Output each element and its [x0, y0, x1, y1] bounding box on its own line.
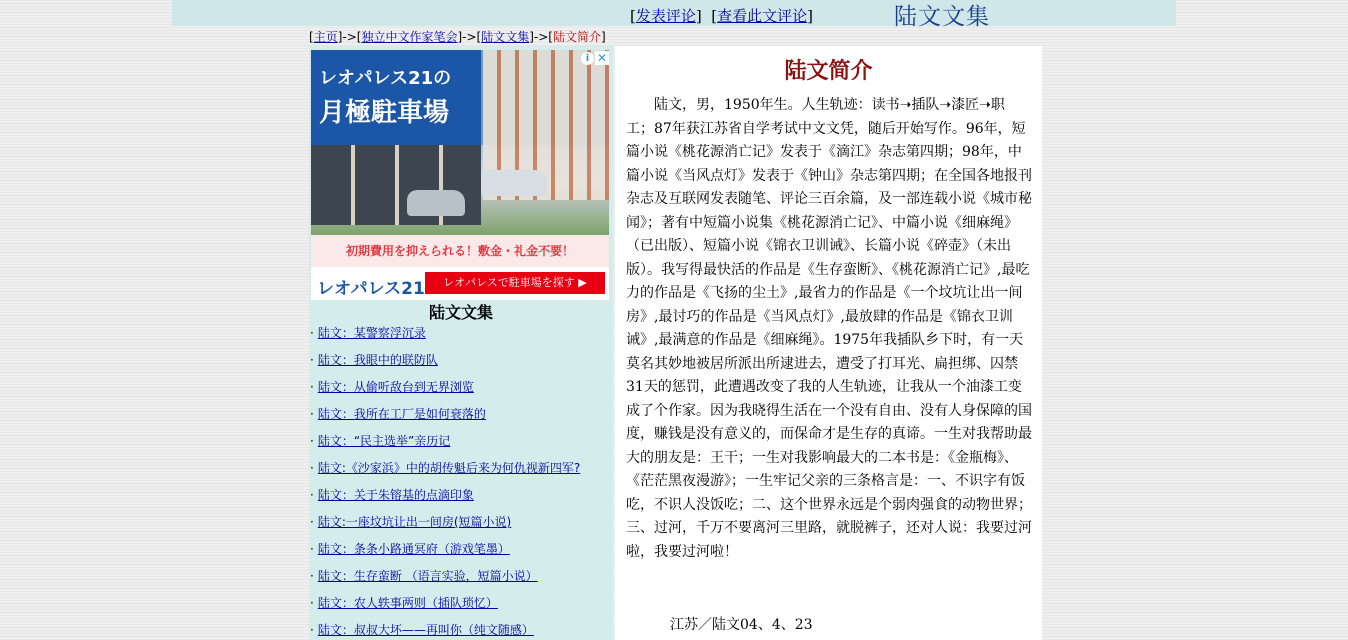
- list-item: [310, 351, 606, 369]
- ad-headline-line1: レオパレス21の: [319, 68, 452, 89]
- ad-car-image: [407, 190, 465, 216]
- breadcrumb: [主页]->[独立中文作家笔会]->[陆文文集]->[陆文简介]: [309, 30, 606, 44]
- bullet-icon: ·: [310, 596, 314, 610]
- list-item: [310, 486, 606, 504]
- bullet-icon: ·: [310, 542, 314, 556]
- list-item: [310, 378, 606, 396]
- article-title: 陆文简介: [784, 58, 873, 84]
- article-link[interactable]: 陆文：叔叔大坏——再叫你（纯文随感）: [317, 623, 534, 637]
- list-item: [310, 459, 606, 477]
- list-item: [310, 567, 606, 585]
- bullet-icon: ·: [310, 569, 314, 583]
- bullet-icon: ·: [310, 326, 314, 340]
- list-item: [310, 540, 606, 558]
- breadcrumb-collection[interactable]: 陆文文集: [481, 30, 530, 44]
- info-icon[interactable]: i: [581, 52, 594, 65]
- article-panel: [615, 46, 1042, 640]
- breadcrumb-forum[interactable]: 独立中文作家笔会: [361, 30, 458, 44]
- article-link[interactable]: 陆文：“民主选举”亲历记: [317, 434, 451, 448]
- ad-banner[interactable]: [311, 50, 609, 300]
- article-link[interactable]: 陆文：某警察浮沉录: [317, 326, 426, 340]
- article-link[interactable]: 陆文：我所在工厂是如何衰落的: [317, 407, 486, 421]
- article-link[interactable]: 陆文：我眼中的联防队: [317, 353, 438, 367]
- article-link[interactable]: 陆文：农人轶事两则（插队琐忆）: [317, 596, 498, 610]
- breadcrumb-current: 陆文简介: [552, 30, 601, 44]
- list-item: [310, 324, 606, 342]
- sidebar-title: 陆文文集: [428, 303, 493, 322]
- bullet-icon: ·: [310, 407, 314, 421]
- view-comments-link[interactable]: 查看此文评论: [717, 7, 808, 25]
- article-link[interactable]: 陆文：生存蛮断 （语言实验，短篇小说）: [317, 569, 538, 583]
- article-link[interactable]: 陆文:《沙家浜》中的胡传魁后来为何仇视新四军?: [317, 461, 581, 475]
- bullet-icon: ·: [310, 353, 314, 367]
- article-body: 陆文，男，1950年生。人生轨迹：读书➝插队➝漆匠➝职工；87年获江苏省自学考试中文文凭，随后开始写作。96年，短篇小说《桃花源消亡记》发表于《滴江》杂志第四期；98年，中篇小说《当风点灯》发表于《钟山》杂志第四期；在全国各地报刊杂志及互联网发表随笔、评论三百余篇，及一部连载小说《城市秘闻》；著有中短篇小说集《桃花源消亡记》、中篇小说《细麻绳》（已出版）、短篇小说《锦衣卫训诫》、长篇小说《碎壶》（未出版）。我写得最快活的作品是《生存蛮断》、《桃花源消亡记》,最吃力的作品是《飞扬的尘土》,最省力的作品是《一个坟坑让出一间房》,最讨巧的作品是《当风点灯》,最放肆的作品是《锦衣卫训诫》,最满意的作品是《细麻绳》。1975年我插队乡下时，有一天莫名其妙地被居所派出所逮进去，遭受了打耳光、扁担绑、囚禁31天的惩罚，此遭遇改变了我的人生轨迹，让我从一个油漆工变成了个作家。因为我晓得生活在一个没有自由、没有人身保障的国度，赚钱是没有意义的，而保命才是生存的真谛。一生对我帮助最大的朋友是：王干；一生对我影响最大的二本书是：《金瓶梅》、《茫茫黑夜漫游》；一生牢记父亲的三条格言是：一、不识字有饭吃，不识人没饭吃；二、这个世界永远是个弱肉强食的动物世界；三、过河，千万不要离河三里路，就脱裤子，还对人说：我要过河啦，我要过河啦！: [626, 97, 1032, 560]
- bullet-icon: ·: [310, 488, 314, 502]
- post-comment-link[interactable]: 发表评论: [635, 7, 696, 25]
- article-link[interactable]: 陆文:一座坟坑让出一间房(短篇小说): [317, 515, 512, 529]
- ad-headline-line2: 月極駐車場: [319, 98, 450, 128]
- article-link[interactable]: 陆文：从偷听敌台到无界浏览: [317, 380, 474, 394]
- sidebar: [309, 46, 613, 640]
- list-item: [310, 513, 606, 531]
- breadcrumb-home[interactable]: 主页: [313, 30, 338, 44]
- ad-logo: レオパレス21: [317, 279, 425, 299]
- article-link[interactable]: 陆文：条条小路通冥府（游戏笔墨）: [317, 542, 510, 556]
- ad-footer: [311, 267, 609, 300]
- close-icon[interactable]: ✕: [596, 51, 608, 65]
- article-list: [310, 324, 606, 640]
- top-bar: [172, 0, 1176, 30]
- comment-links: [发表评论] [查看此文评论]: [630, 7, 813, 25]
- bullet-icon: ·: [310, 461, 314, 475]
- article-link[interactable]: 陆文：关于朱镕基的点滴印象: [317, 488, 474, 502]
- list-item: [310, 432, 606, 450]
- ad-headline-panel: [311, 50, 481, 145]
- list-item: [310, 405, 606, 423]
- article-signature: 江苏／陆文04、4、23: [670, 617, 813, 633]
- site-title: 陆文文集: [894, 4, 990, 30]
- ad-cta-button[interactable]: レオパレスで駐車場を探す ▶: [425, 272, 605, 294]
- ad-offer-text: 初期費用を抑えられる！敷金・礼金不要！: [311, 235, 609, 267]
- ad-car-image: [481, 170, 547, 196]
- bullet-icon: ·: [310, 434, 314, 448]
- list-item: [310, 621, 606, 639]
- bullet-icon: ·: [310, 380, 314, 394]
- list-item: [310, 594, 606, 612]
- bullet-icon: ·: [310, 515, 314, 529]
- bullet-icon: ·: [310, 623, 314, 637]
